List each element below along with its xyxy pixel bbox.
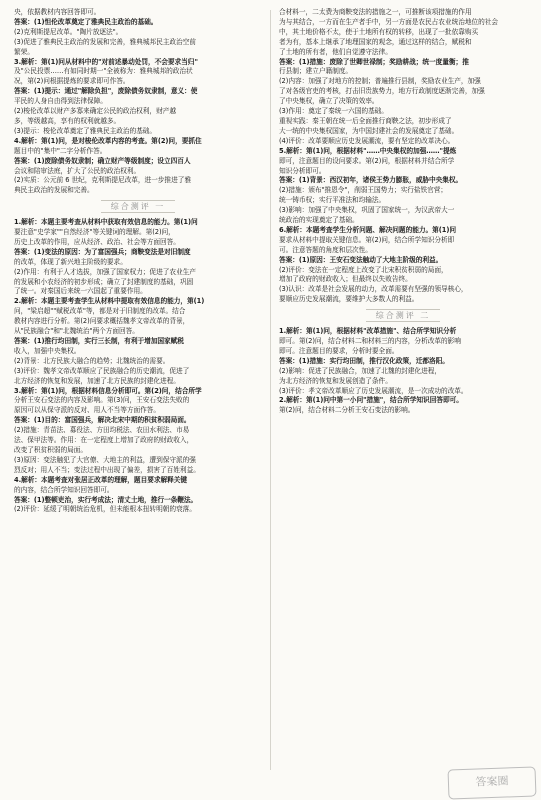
question-number: 3. (14, 57, 22, 66)
text-line-content: 解析：第(1)问中第一小问"措施"，结合所学知识回答即可。 (286, 396, 463, 405)
left-question-1 (14, 218, 262, 297)
text-line: (4)评价：改革要顺应历史发展潮流，要有坚定的改革决心。 (279, 136, 455, 145)
right-question-1c (279, 327, 527, 396)
text-line-content: 北方经济的恢复和发展，加速了北方民族的封建化进程。 (14, 376, 180, 385)
text-line: 了土地的所有者，他们自觉遵守法律。 (279, 47, 392, 56)
text-line-content: 收入，加强中央集权。 (14, 346, 81, 355)
text-line (279, 147, 527, 157)
text-line (279, 327, 527, 337)
text-line (279, 337, 527, 347)
text-line (14, 347, 262, 357)
text-line (14, 317, 262, 327)
text-line (14, 297, 262, 307)
text-line (14, 416, 262, 426)
text-line-content: 教材内容进行分析。第(2)问要求概括魏孝文帝改革的背景， (14, 317, 190, 326)
text-line-content: 解析：第(1)问，根据材料信息分析即可。第(2)问，结合所学 (21, 386, 202, 395)
text-line-content: 答案：(1)目的：富国强兵，解决北宋中期的积贫积弱局面。 (14, 416, 191, 425)
left-top-block (14, 8, 262, 58)
question-number: 2. (279, 396, 287, 405)
text-line-content: 历史上改革的作用，应从经济、政治、社会等方面回答。 (14, 237, 180, 246)
text-line: 大一统的中央集权国家，为中国封建社会的发展奠定了基础。 (279, 126, 459, 135)
text-line: 了中央集权，确立了决策的效率。 (279, 97, 379, 106)
text-line-content: 知识分析即可。 (279, 166, 326, 175)
text-line (279, 295, 527, 305)
text-line-content: 要顺应历史发展潮流，要维护大多数人的利益。 (279, 295, 419, 304)
right-question-5 (279, 147, 527, 226)
right-top-block (279, 8, 527, 147)
text-line (279, 347, 527, 357)
text-line-content: 况，第(2)问根据提炼的要求即可作答。 (14, 77, 130, 86)
text-line-content: 解析：第(1)问从材料中的"对前述暴动处罚，不会要求当归" (21, 57, 198, 66)
text-line (14, 117, 262, 127)
text-line (279, 216, 527, 226)
section-banner-2 (279, 311, 527, 321)
text-line-content: 平民的人身自由得到法律保障。 (14, 97, 107, 106)
text-line (14, 456, 262, 466)
text-line (14, 186, 262, 196)
text-line: (3)作用：奠定了秦统一六国的基础。 (279, 107, 388, 116)
text-line (14, 436, 262, 446)
text-line-content: (3)提示：梭伦改革奠定了雅典民主政治的基础。 (14, 126, 157, 135)
text-line-content: 分析王安石变法的内容及影响。第(3)问，王安石变法失败的 (14, 396, 190, 405)
text-line-content: 原因可以从保守派的反对、用人不当等方面作答。 (14, 406, 161, 415)
text-line (279, 176, 527, 186)
text-line: 4.解析：本题考查对张居正改革的理解，题目要求解释关键 (14, 475, 188, 484)
question-number: 1. (279, 327, 287, 336)
text-line: 重视实践：秦王朝在统一后全面推行商鞅之法，初步形成了 (279, 116, 452, 125)
text-line-content: 从"民族融合"和"北魏统治"两个方面回答。 (14, 327, 139, 336)
text-line-content: 第(2)问，结合材料二分析王安石变法的影响。 (279, 406, 415, 415)
text-line-content: 的发展和小农经济的初步形成；确立了封建制度的基础，巩固 (14, 277, 194, 286)
left-question-2 (14, 297, 262, 386)
text-line: (3)促进了雅典民主政治的发展和完善，雅典城邦民主政治空前 (14, 37, 196, 46)
text-line: 答案：(1)措施：废除了世卿世禄制；奖励耕战；统一度量衡；推 (279, 57, 469, 66)
text-line (14, 218, 262, 228)
text-line-content: 为北方经济的恢复和发展创造了条件。 (279, 376, 392, 385)
text-line (279, 167, 527, 177)
text-line (14, 387, 262, 397)
text-line (14, 466, 262, 476)
text-line-content: 解析：第(1)问，根据材料"……中央集权的加强……"提炼 (286, 146, 457, 155)
text-line-content: 问，"梁启超""赋税改革"等，都是对于旧制度的改革。结合 (14, 307, 186, 316)
text-line-content: 答案：(1)废除债务奴隶制；确立财产等级制度；设立四百人 (14, 156, 191, 165)
text-line-content: 的改革，体现了新兴地主阶级的要求。 (14, 257, 127, 266)
text-line: 者为有，基本上继承了地理国家的观念，通过这样的结合，赋税和 (279, 37, 472, 46)
text-line: 答案：(1)怛伦改革奠定了雅典民主政治的基础。 (14, 17, 158, 26)
text-line (14, 238, 262, 248)
text-line (279, 186, 527, 196)
text-line: 的内容，结合所学知识回答即可。 (14, 485, 114, 494)
right-question-2c (279, 396, 527, 416)
text-line-content: 烈反对；用人不当；变法过程中出现了偏差，损害了百姓利益。 (14, 465, 200, 474)
text-line: (2)克利斯提尼改革。"陶片放逐法"。 (14, 27, 123, 36)
column-divider (270, 10, 271, 770)
text-line (14, 137, 262, 147)
question-number: 5. (279, 146, 287, 155)
text-line (14, 167, 262, 177)
text-line-content: (2)背景：北方民族大融合的趋势；北魏统治的需要。 (14, 356, 170, 365)
text-line-content: (2)措施：颁布"推恩令"，削弱王国势力；实行盐铁官营； (279, 186, 448, 195)
text-line-content: 答案：(1)变法的原因：为了富国强兵；商鞅变法是对旧制度 (14, 247, 191, 256)
text-line-content: 题目中的"集中"二字分析作答。 (14, 146, 107, 155)
section-banner-1 (14, 202, 262, 212)
watermark-text: 答案圈 (475, 774, 509, 789)
text-line (14, 446, 262, 456)
text-line-content: (2)作用：有利于人才选拔，加强了国家权力；促进了农业生产 (14, 267, 196, 276)
section-banner-1-text: 综合测评 一 (101, 200, 176, 213)
text-line-content: 增加了政府的财政收入；但最终以失败告终。 (279, 275, 412, 284)
text-line-content: 了统一。对秦国后来统一六国起了重要作用。 (14, 287, 147, 296)
text-line: 央，依据教材内容回答即可。 (14, 8, 101, 16)
text-line-content: 统政治的实现奠定了基础。 (279, 216, 359, 225)
text-line-content: (3)影响：加强了中央集权，巩固了国家统一，为汉武帝大一 (279, 206, 455, 215)
text-line: 行县制；建立户籍制度。 (279, 67, 353, 76)
left-question-4b (14, 476, 262, 516)
text-line (14, 157, 262, 167)
text-line (279, 357, 527, 367)
text-line (279, 256, 527, 266)
text-line-content: 要求从材料中提取关键信息。第(2)问，结合所学知识分析即 (279, 235, 455, 244)
text-line-content: 解析：本题主要考查学生从材料中提取有效信息的能力，第(1) (21, 297, 205, 306)
text-line (14, 228, 262, 238)
text-line-content: 即可，注意题目的设问要求。第(2)问，根据材料并结合所学 (279, 156, 455, 165)
text-line (14, 97, 262, 107)
text-line (14, 248, 262, 258)
text-line (14, 426, 262, 436)
text-line (279, 275, 527, 285)
right-column (279, 8, 527, 778)
text-line-content: 改变了积贫积弱的局面。 (14, 445, 88, 454)
text-line-content: 答案：(1)措施：实行均田制，推行汉化政策，迁都洛阳。 (279, 356, 449, 365)
text-line-content: 要注意"史学家""自然经济"等关键词的理解。第(2)问， (14, 228, 175, 237)
left-column (14, 8, 262, 778)
text-line (14, 147, 262, 157)
text-line (279, 206, 527, 216)
text-line (279, 266, 527, 276)
text-line: 了对各级官吏的考核，打击旧贵族势力，地方行政制度逐渐完善，加强 (279, 87, 485, 96)
text-line (14, 87, 262, 97)
section-banner-2-text: 综合测评 二 (366, 309, 441, 322)
text-line (279, 157, 527, 167)
text-line (279, 396, 527, 406)
text-line-content: (3)认识：改革是社会发展的动力，改革需要有坚强的领导核心， (279, 285, 468, 294)
text-line-content: 答案：(1)原因：王安石变法触动了大地主阶级的利益。 (279, 255, 443, 264)
text-line-content: 解析：第(1)问，是对梭伦改革内容的考查。第(2)问，要抓住 (21, 136, 202, 145)
text-line-content: (2)梭伦改革以财产多寡来确定公民的政治权利，财产越 (14, 107, 176, 116)
question-number: 1. (14, 218, 22, 227)
text-line: (2)内容：加强了对地方的控制；普遍推行县制，奖励农业生产，加强 (279, 77, 481, 86)
text-line-content: 可。注意答题的角度和层次性。 (279, 245, 372, 254)
text-line-content: 答案：(1)提示：通过"解除负担"，废除债务奴隶制，意义：使 (14, 87, 198, 96)
text-line-content: 即可。注意题目的要求，分析时要全面。 (279, 346, 399, 355)
text-line (14, 357, 262, 367)
text-line (279, 196, 527, 206)
text-line (14, 337, 262, 347)
text-line (279, 377, 527, 387)
text-line (14, 268, 262, 278)
text-line-content: 及"公民投票……有如同时期一"全被称为：雅典城邦的政治状 (14, 67, 193, 76)
text-line-content: 法、保甲法等。作用：在一定程度上增加了政府的财政收入， (14, 436, 194, 445)
left-question-4 (14, 137, 262, 196)
text-line (14, 67, 262, 77)
text-line-content: 会议和陪审法庭，扩大了公民的政治权利。 (14, 166, 141, 175)
text-line (279, 406, 527, 416)
left-question-3b (14, 387, 262, 476)
text-line: 为与其结合，一方而在生产者手中，另一方面是农民占农业统治地位的社会 (279, 17, 499, 26)
text-line (14, 327, 262, 337)
watermark-stamp (448, 766, 537, 799)
text-line (279, 236, 527, 246)
text-line: 中，其土地价格不太，使于土地所有权的转移，出现了一批依靠购买 (279, 27, 479, 36)
text-line (14, 278, 262, 288)
text-line (279, 246, 527, 256)
text-line (279, 367, 527, 377)
question-number: 2. (14, 297, 22, 306)
question-number: 4. (14, 136, 22, 145)
text-line-content: (3)原因：变法触犯了大官僚、大地主的利益，遭到保守派的强 (14, 455, 196, 464)
text-line (279, 285, 527, 295)
text-line (14, 406, 262, 416)
text-line (14, 307, 262, 317)
text-line: (2)评价：延缓了明朝统治危机，但未能根本扭转明朝的衰落。 (14, 505, 196, 514)
text-line: 答案：(1)整顿吏治，实行考成法；清丈土地，推行一条鞭法。 (14, 495, 198, 504)
text-line-content: (3)评价：孝文帝改革顺应了历史发展潮流，是一次成功的改革。 (279, 386, 468, 395)
text-line-content: 答案：(1)推行均田制，实行三长制，有利于增加国家赋税 (14, 337, 184, 345)
text-line: 合材料一，二太费为商鞅变法的措施之一，可推断该项措施的作用 (279, 8, 472, 16)
text-line (14, 176, 262, 186)
text-line (14, 258, 262, 268)
text-line-content: (3)评价：魏孝文帝改革顺应了民族融合的历史潮流，促进了 (14, 366, 190, 375)
text-line (14, 287, 262, 297)
text-line-content: 典民主政治的发展和完善。 (14, 186, 94, 195)
text-line-content: 解析：本题考查学生分析问题、解决问题的能力。第(1)问 (286, 225, 457, 234)
text-line (14, 377, 262, 387)
text-line-content: 解析：本题主要考查从材料中获取有效信息的能力。第(1)问 (21, 218, 198, 227)
right-question-6 (279, 226, 527, 305)
text-line-content: 即可。第(2)问，结合材料二和材料三的内容，分析改革的影响 (279, 337, 461, 345)
text-line-content: (2)措施：青苗法、募役法、方田均税法、农田水利法、市易 (14, 426, 190, 435)
text-line (14, 58, 262, 68)
text-line (279, 226, 527, 236)
question-number: 3. (14, 386, 22, 395)
text-line (14, 127, 262, 137)
text-line-content: 答案：(1)背景：西汉初年，诸侯王势力膨胀，威胁中央集权。 (279, 176, 463, 185)
text-line-content: (2)影响：促进了民族融合，加速了北魏的封建化进程， (279, 366, 441, 375)
text-line (14, 107, 262, 117)
left-question-3 (14, 58, 262, 137)
text-line-content: 统一铸币权；实行平准法和均输法。 (279, 196, 386, 205)
text-line: 繁荣。 (14, 47, 34, 56)
text-line-content: (2)评价：变法在一定程度上改变了北宋积贫积弱的局面， (279, 265, 448, 274)
question-number: 6. (279, 225, 287, 234)
text-line-content: 解析：第(1)问，根据材料"改革措施"、结合所学知识分析 (286, 327, 457, 336)
text-line-content: (2)实质：公元前 6 世纪，克利斯提尼改革，进一步推进了雅 (14, 176, 191, 185)
text-line (14, 77, 262, 87)
text-line (279, 387, 527, 397)
text-line (14, 367, 262, 377)
text-line-content: 多，等级越高，享有的权利就越多。 (14, 116, 121, 125)
text-line (14, 396, 262, 406)
